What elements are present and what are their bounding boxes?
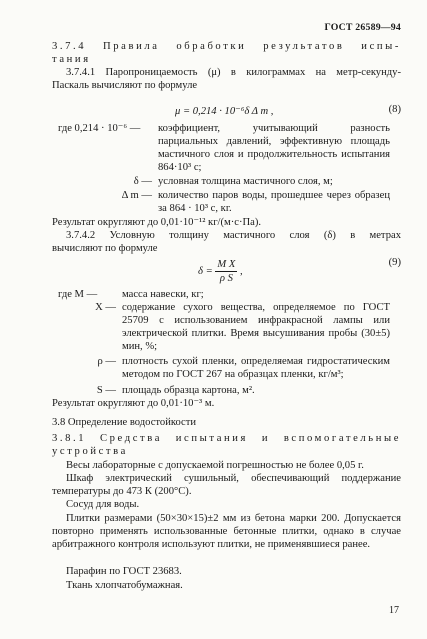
equation-number-9: (9) — [388, 257, 401, 268]
page-header: ГОСТ 26589—94 — [324, 22, 401, 33]
equation-number-8: (8) — [388, 104, 401, 115]
section-title-3-7-4-cont: тания — [52, 54, 91, 65]
formula-9-lhs: δ = — [198, 265, 213, 277]
para-oven: Шкаф электрический сушильный, обеспечивающий поддержание температуры до 473 К (200°С). — [52, 473, 401, 497]
where-X-definition: содержание сухого вещества, определяемое по ГОСТ 25709 с использованием инфракрасной лампы или электрической плитки. Время высушивания пробы (30±5) мин, %; — [122, 302, 390, 352]
where-delta-definition: условная толщина мастичного слоя, м; — [158, 176, 333, 187]
where-M-symbol: где M — — [58, 289, 98, 300]
para-3-7-4-1-cont: Паскаль вычисляют по формуле — [52, 80, 198, 91]
where-delta-symbol: δ — — [133, 176, 152, 187]
para-fabric: Ткань хлопчатобумажная. — [66, 580, 183, 591]
where-X-symbol: X — — [95, 302, 116, 313]
where-S-definition: площадь образца картона, м². — [122, 385, 255, 396]
formula-9-numerator: M X — [217, 259, 236, 270]
para-tiles: Плитки размерами (50×30×15)±2 мм из бетона марки 200. Допускается повторно применять использованные бетонные плитки, однако в случае арбитражного контроля используют плитки, не применявшиеся ранее. — [52, 513, 401, 550]
where-dm-symbol: Δ m — — [121, 190, 152, 201]
where-M-definition: масса навески, кг; — [122, 289, 204, 300]
section-title-3-8-1-cont: устройства — [52, 446, 128, 457]
formula-9-fraction — [215, 258, 237, 285]
section-title-3-8: 3.8 Определение водостойкости — [52, 417, 197, 428]
para-vessel: Сосуд для воды. — [66, 499, 140, 510]
formula-9-denominator: ρ S — [219, 273, 233, 284]
section-title-3-8-1: 3.8.1 Средства испытания и вспомогательные — [52, 433, 401, 444]
para-3-7-4-1: 3.7.4.1 Паропроницаемость (μ) в килограммах на метр-секунду- — [66, 67, 401, 78]
para-3-7-4-2-cont: вычисляют по формуле — [52, 243, 158, 254]
where-dm-definition: количество паров воды, прошедшее через образец за 864 · 10³ с, кг. — [158, 190, 390, 214]
where-coefficient-symbol: где 0,214 · 10⁻⁶ — — [58, 123, 141, 134]
formula-9 — [198, 258, 243, 285]
where-coefficient-definition: коэффициент, учитывающий разность парциальных давлений, эффективную площадь мастичного слоя и продолжительность испытания 864·10³ с; — [158, 123, 390, 173]
result-rounding-2: Результат округляют до 0,01·10⁻³ м. — [52, 398, 215, 409]
formula-8: μ = 0,214 · 10⁻⁶δ Δ m , — [175, 106, 274, 117]
para-scales: Весы лабораторные с допускаемой погрешностью не более 0,05 г. — [66, 460, 364, 471]
section-title-3-7-4: 3.7.4 Правила обработки результатов испы- — [52, 41, 401, 52]
where-rho-definition: плотность сухой пленки, определяемая гидростатическим методом по ГОСТ 267 на образцах пленки, кг/м³; — [122, 356, 390, 380]
page-number: 17 — [389, 605, 399, 616]
para-paraffin: Парафин по ГОСТ 23683. — [66, 566, 182, 577]
where-S-symbol: S — — [96, 385, 116, 396]
formula-9-tail: , — [240, 265, 243, 277]
result-rounding-1: Результат округляют до 0,01·10⁻¹² кг/(м·с·Па). — [52, 217, 262, 228]
para-3-7-4-2: 3.7.4.2 Условную толщину мастичного слоя (δ) в метрах — [66, 230, 401, 241]
where-rho-symbol: ρ — — [97, 356, 116, 367]
